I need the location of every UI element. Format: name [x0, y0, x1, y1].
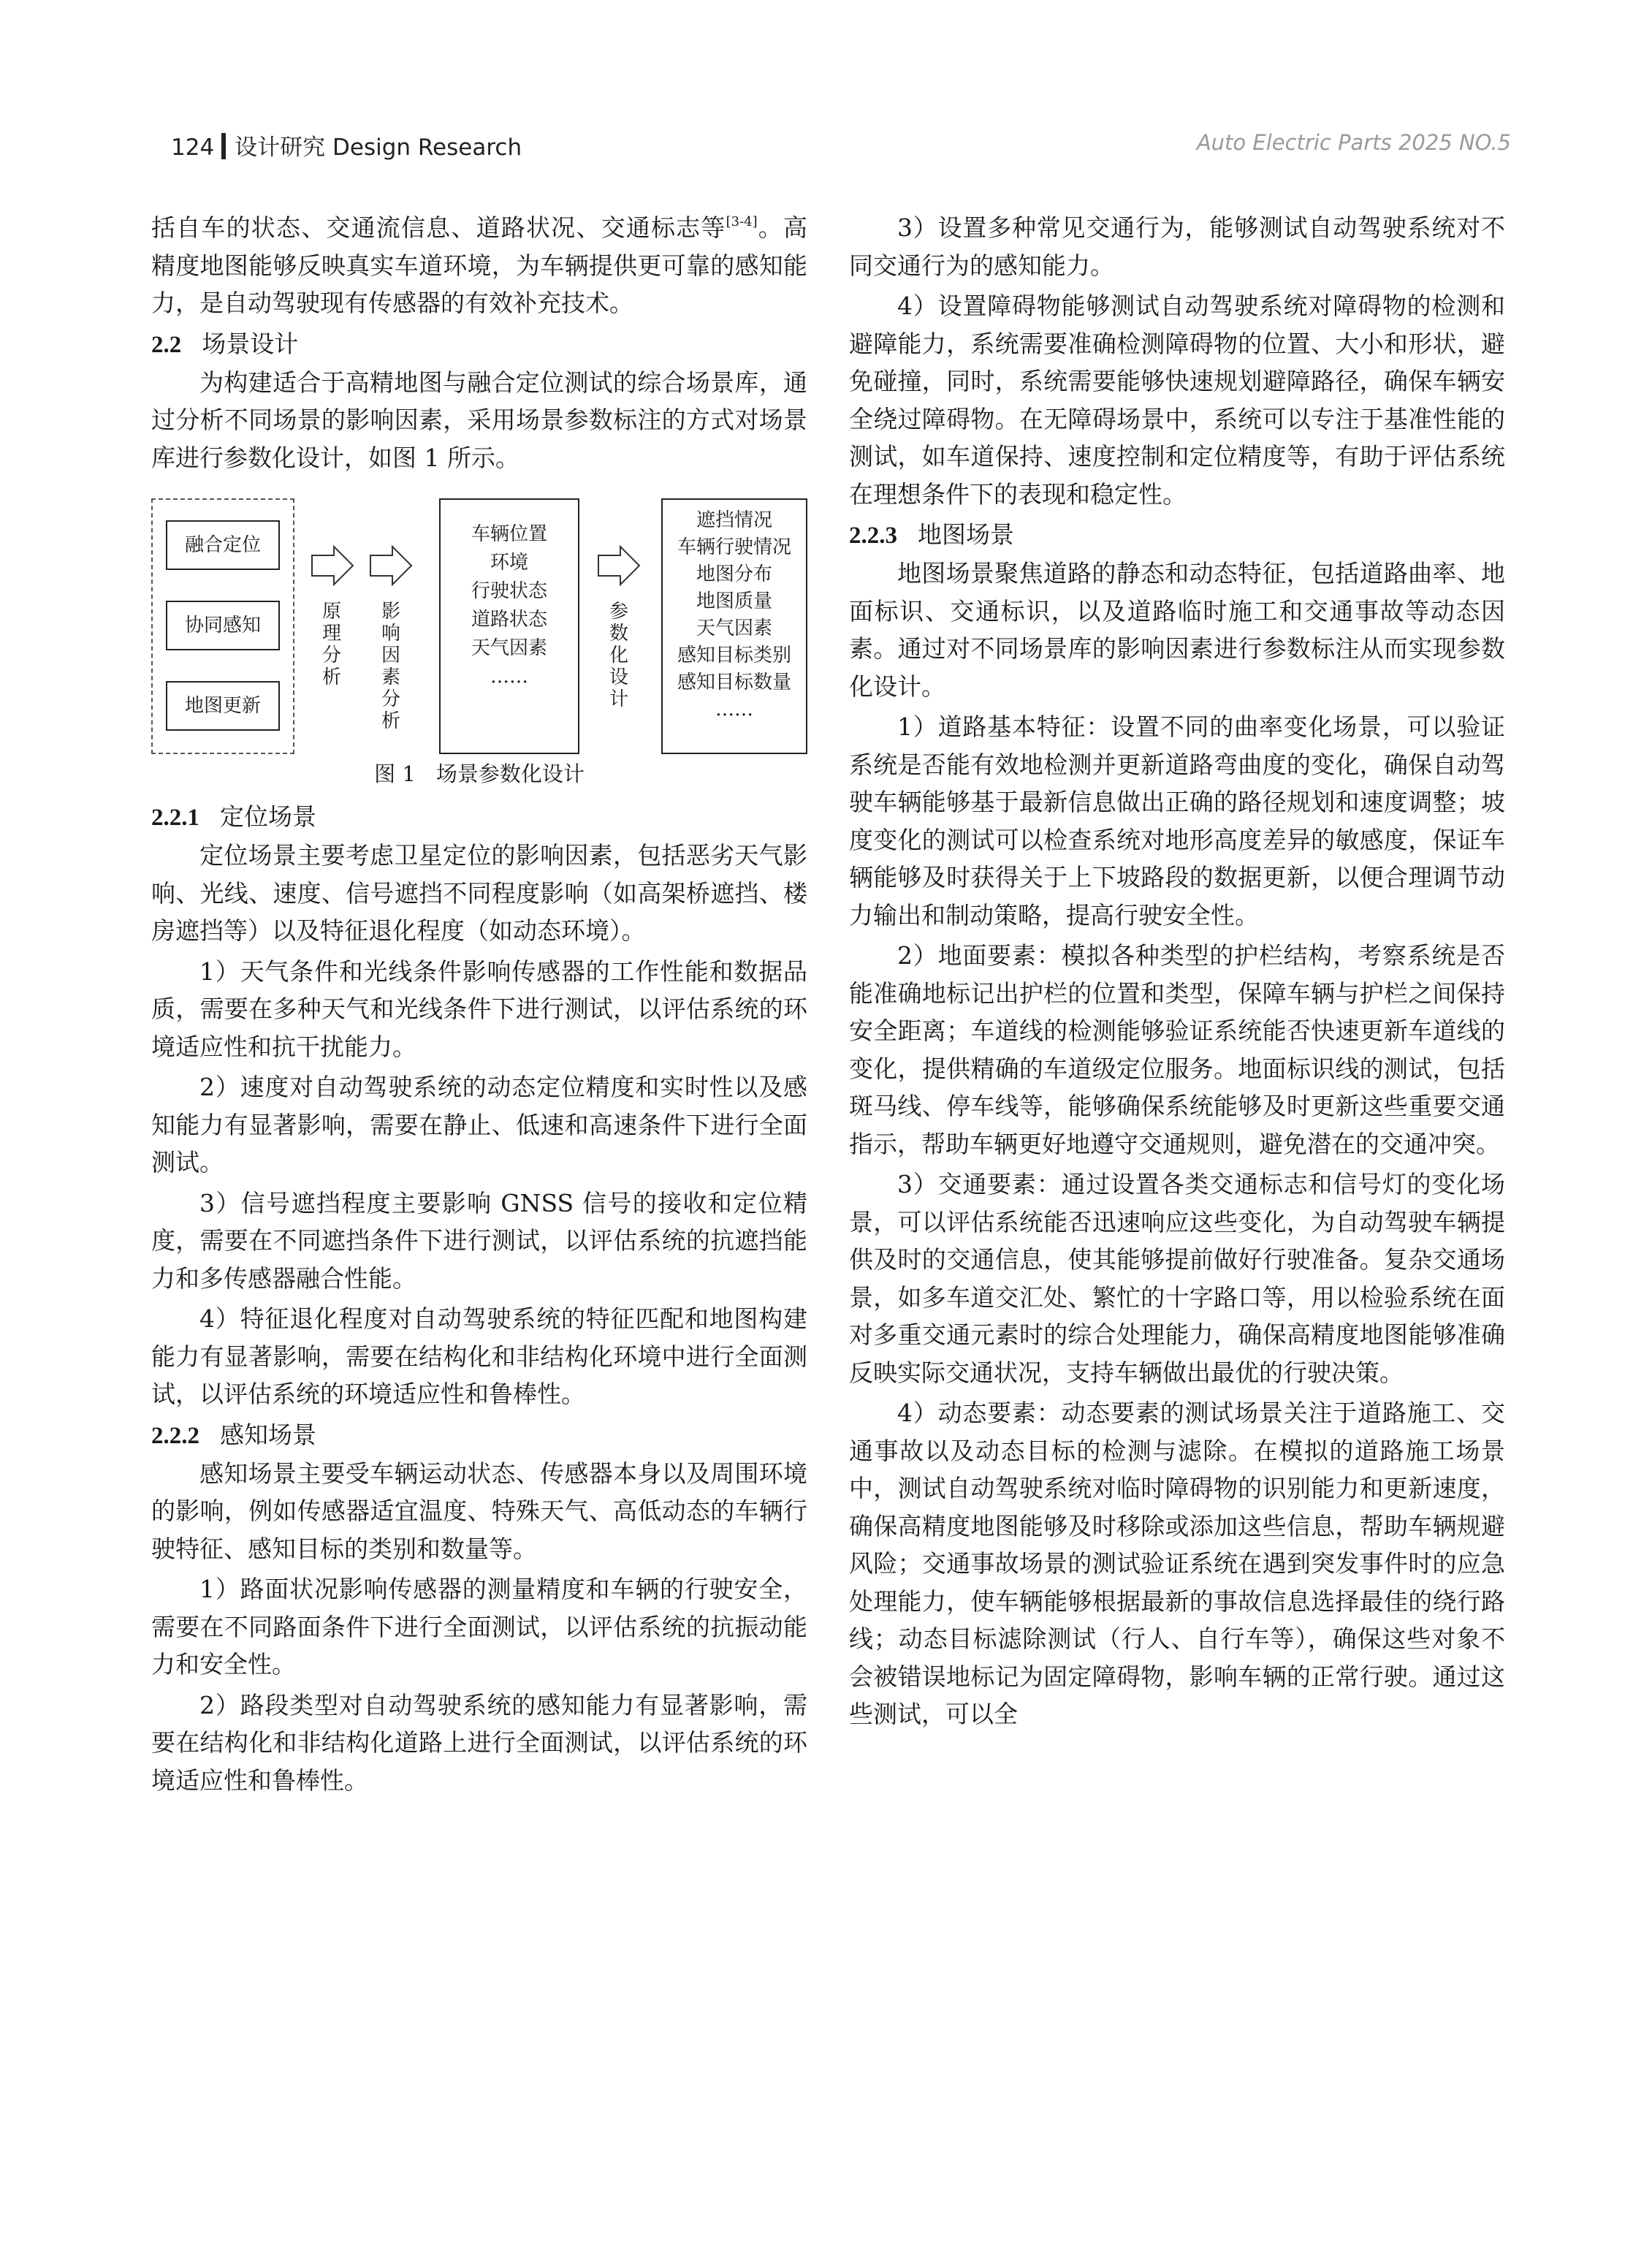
box-fusion-positioning: 融合定位	[166, 520, 280, 570]
figure-1	[151, 498, 807, 786]
box-map-update: 地图更新	[166, 681, 280, 731]
box-collaborative-perception: 协同感知	[166, 601, 280, 650]
journal-name: Auto Electric Parts 2025 NO.5	[1196, 130, 1511, 155]
paragraph: 为构建适合于高精地图与融合定位测试的综合场景库，通过分析不同场景的影响因素，采用场景参数标注的方式对场景库进行参数化设计，如图 1 所示。	[151, 368, 807, 472]
section-heading-2-2-1: 2.2.1 定位场景	[151, 802, 316, 831]
paragraph: 感知场景主要受车辆运动状态、传感器本身以及周围环境的影响，例如传感器适宜温度、特殊天气、高低动态的车辆行驶特征、感知目标的类别和数量等。	[151, 1459, 807, 1563]
paragraph: 3）交通要素：通过设置各类交通标志和信号灯的变化场景，可以评估系统能否迅速响应这些变化，为自动驾驶车辆提供及时的交通信息，使其能够提前做好行驶准备。复杂交通场景，如多车道交汇处、繁忙的十字路口等，用以检验系统在面对多重交通元素时的综合处理能力，确保高精度地图能够准确反映实际交通状况，支持车辆做出最优的行驶决策。	[849, 1170, 1505, 1387]
label-principle-analysis: 原理分析	[321, 601, 341, 688]
paragraph: 地图场景聚焦道路的静态和动态特征，包括道路曲率、地面标识、交通标识，以及道路临时施工和交通事故等动态因素。通过对不同场景库的影响因素进行参数标注从而实现参数化设计。	[849, 559, 1505, 701]
header-divider	[221, 133, 226, 159]
paragraph: 1）路面状况影响传感器的测量精度和车辆的行驶安全，需要在不同路面条件下进行全面测试，以评估系统的抗振动能力和安全性。	[151, 1575, 807, 1679]
paragraph: 1）天气条件和光线条件影响传感器的工作性能和数据品质，需要在多种天气和光线条件下进行测试，以评估系统的环境适应性和抗干扰能力。	[151, 957, 807, 1061]
box-scene-factors: 车辆位置 环境 行驶状态 道路状态 天气因素 ……	[439, 498, 579, 754]
paragraph: 2）速度对自动驾驶系统的动态定位精度和实时性以及感知能力有显著影响，需要在静止、低速和高速条件下进行全面测试。	[151, 1073, 807, 1176]
paragraph: 2）地面要素：模拟各种类型的护栏结构，考察系统是否能准确地标记出护栏的位置和类型，保障车辆与护栏之间保持安全距离；车道线的检测能够验证系统能否快速更新车道线的变化，提供精确的车道级定位服务。地面标识线的测试，包括斑马线、停车线等，能够确保系统能够及时更新这些重要交通指示，帮助车辆更好地遵守交通规则，避免潜在的交通冲突。	[849, 941, 1505, 1158]
running-header-left	[171, 129, 522, 161]
paragraph: 4）动态要素：动态要素的测试场景关注于道路施工、交通事故以及动态目标的检测与滤除。在模拟的道路施工场景中，测试自动驾驶系统对临时障碍物的识别能力和更新速度，确保高精度地图能够及时移除或添加这些信息，帮助车辆规避风险；交通事故场景的测试验证系统在遇到突发事件时的应急处理能力，使车辆能够根据最新的事故信息选择最佳的绕行路线；动态目标滤除测试（行人、自行车等），确保这些对象不会被错误地标记为固定障碍物，影响车辆的正常行驶。通过这些测试，可以全	[849, 1399, 1505, 1728]
left-column	[151, 209, 807, 1802]
right-column	[849, 209, 1505, 1736]
arrow-right-icon	[369, 544, 413, 588]
section-heading-2-2-3: 2.2.3 地图场景	[849, 520, 1014, 549]
paragraph: 定位场景主要考虑卫星定位的影响因素，包括恶劣天气影响、光线、速度、信号遮挡不同程度影响（如高架桥遮挡、楼房遮挡等）以及特征退化程度（如动态环境）。	[151, 841, 807, 945]
arrow-right-icon	[597, 544, 641, 588]
arrow-right-icon	[311, 544, 354, 588]
section-heading-2-2-2: 2.2.2 感知场景	[151, 1420, 316, 1449]
section-heading-2-2: 2.2 场景设计	[151, 329, 299, 358]
paragraph: 括自车的状态、交通流信息、道路状况、交通标志等[3-4]。高精度地图能够反映真实车道环境，为车辆提供更可靠的感知能力，是自动驾驶现有传感器的有效补充技术。	[151, 213, 808, 317]
section-label: 设计研究 Design Research	[235, 134, 522, 161]
paragraph: 2）路段类型对自动驾驶系统的感知能力有显著影响，需要在结构化和非结构化道路上进行全面测试，以评估系统的环境适应性和鲁棒性。	[151, 1690, 807, 1795]
label-factor-analysis: 影响因素分析	[381, 601, 400, 732]
paragraph: 1）道路基本特征：设置不同的曲率变化场景，可以验证系统是否能有效地检测并更新道路弯曲度的变化，确保自动驾驶车辆能够基于最新信息做出正确的路径规划和速度调整；坡度变化的测试可以检查系统对地形高度差异的敏感度，保证车辆能够及时获得关于上下坡路段的数据更新，以便合理调节动力输出和制动策略，提高行驶安全性。	[849, 712, 1505, 930]
paragraph: 3）信号遮挡程度主要影响 GNSS 信号的接收和定位精度，需要在不同遮挡条件下进行测试，以评估系统的抗遮挡能力和多传感器融合性能。	[151, 1188, 807, 1293]
paragraph: 4）设置障碍物能够测试自动驾驶系统对障碍物的检测和避障能力，系统需要准确检测障碍物的位置、大小和形状，避免碰撞，同时，系统需要能够快速规划避障路径，确保车辆安全绕过障碍物。在无障碍场景中，系统可以专注于基准性能的测试，如车道保持、速度控制和定位精度等，有助于评估系统在理想条件下的表现和稳定性。	[849, 292, 1505, 509]
box-scene-parameters: 遮挡情况 车辆行驶情况 地图分布 地图质量 天气因素 感知目标类别 感知目标数量 ……	[661, 498, 807, 754]
figure-caption: 图 1 场景参数化设计	[374, 761, 585, 786]
paragraph: 3）设置多种常见交通行为，能够测试自动驾驶系统对不同交通行为的感知能力。	[849, 213, 1505, 280]
citation[interactable]: [3-4]	[726, 214, 758, 229]
page-number: 124	[171, 134, 215, 161]
paragraph: 4）特征退化程度对自动驾驶系统的特征匹配和地图构建能力有显著影响，需要在结构化和非结构化环境中进行全面测试，以评估系统的环境适应性和鲁棒性。	[151, 1304, 807, 1408]
label-parametric-design: 参数化设计	[609, 601, 628, 710]
